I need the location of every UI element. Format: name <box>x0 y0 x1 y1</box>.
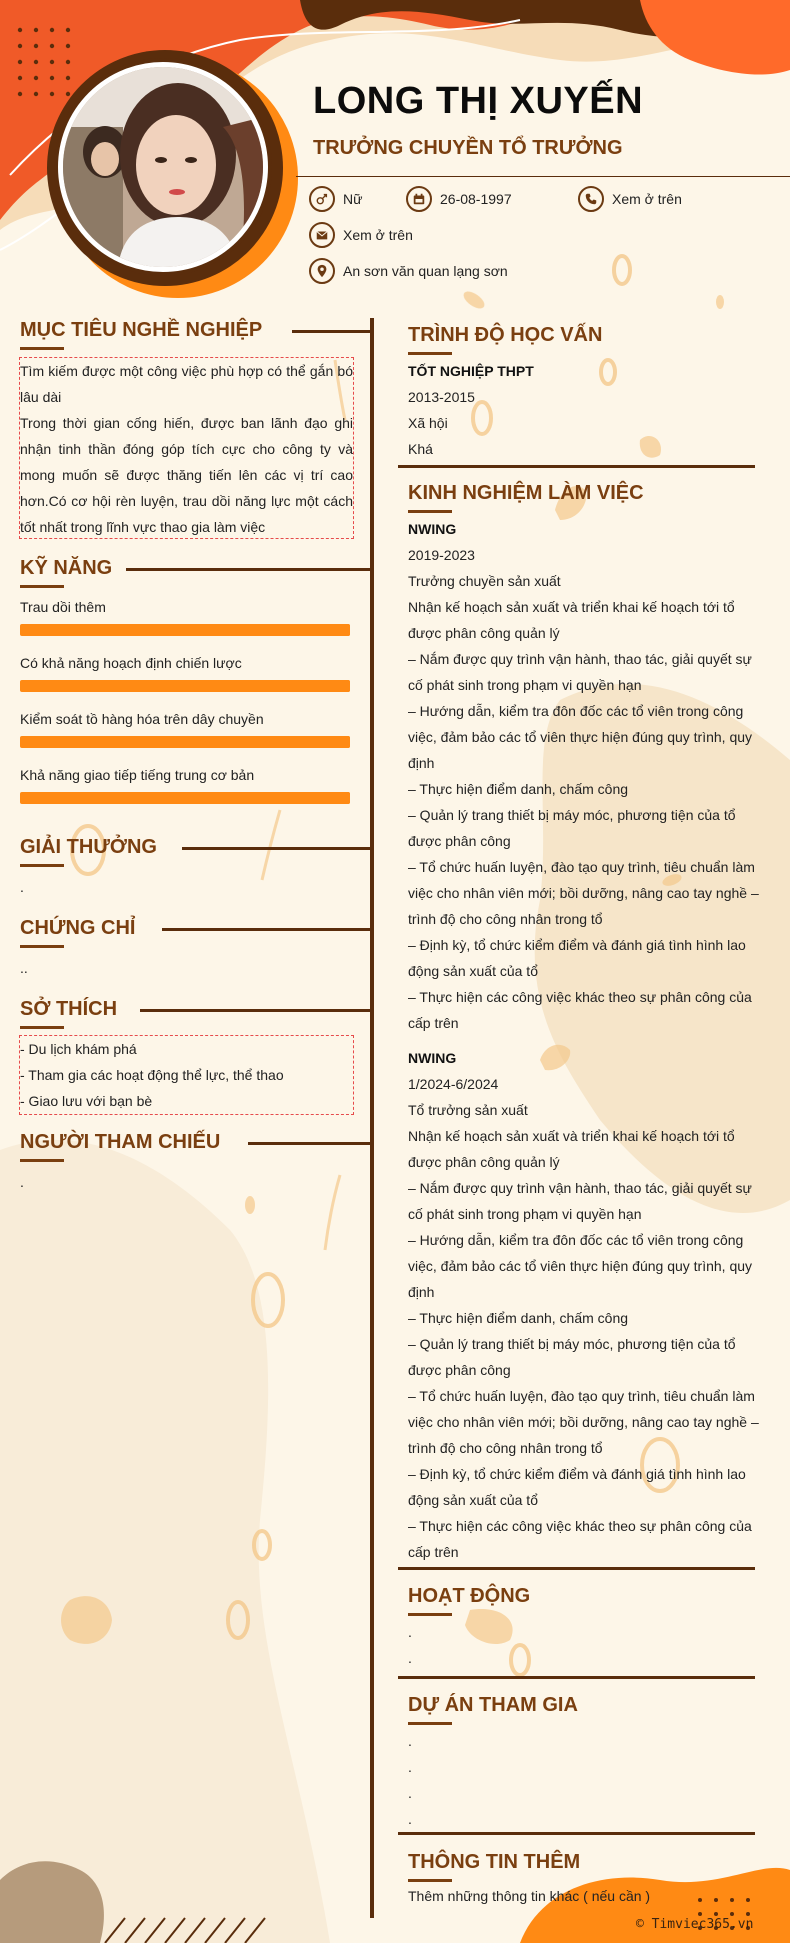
hobbies-underline <box>20 1026 64 1029</box>
objective-line-1: Tìm kiếm được một công việc phù hợp có thể gắn bó lâu dài <box>20 363 353 405</box>
location-pin-icon <box>309 258 335 284</box>
job-description-line: việc cho nhân viên mới; bồi dưỡng, nâng cao tay nghề – <box>408 1414 759 1430</box>
additional-underline <box>408 1879 452 1882</box>
job-description-line: – Tổ chức huấn luyện, đào tạo quy trình, tiêu chuẩn làm <box>408 859 755 875</box>
gender-value: Nữ <box>343 191 363 207</box>
job-position: Tổ trưởng sản xuất <box>408 1102 528 1118</box>
hobby-item: - Du lịch khám phá <box>20 1041 137 1057</box>
education-major: Xã hội <box>408 415 448 431</box>
projects-title: DỰ ÁN THAM GIA <box>408 1694 578 1716</box>
certificates-underline <box>20 945 64 948</box>
job-description-line: việc cho nhân viên mới; bồi dưỡng, nâng cao tay nghề – <box>408 885 759 901</box>
job-description-line: – Thực hiện điểm danh, chấm công <box>408 781 629 797</box>
project-line: . <box>408 1811 412 1827</box>
education-underline <box>408 352 452 355</box>
job-period: 2019-2023 <box>408 547 475 563</box>
skills-title-rule <box>126 568 372 571</box>
job-description-line: được phân công <box>408 833 511 849</box>
job-description-line: – Định kỳ, tổ chức kiểm điểm và đánh giá tình hình lao <box>408 937 746 953</box>
awards-title-rule <box>182 847 372 850</box>
objective-title: MỤC TIÊU NGHỀ NGHIỆP <box>20 319 263 341</box>
skill-name: Khả năng giao tiếp tiếng trung cơ bản <box>20 767 255 783</box>
job-description-line: được phân công <box>408 1362 511 1378</box>
job-description-line: cố phát sinh trong phạm vi quyền hạn <box>408 677 642 693</box>
job-description <box>408 1123 765 1565</box>
skill-bar-fill <box>20 624 350 636</box>
job-description-line: trình độ cho công nhân trong tổ <box>408 1440 603 1456</box>
gender-info <box>309 186 362 212</box>
additional-title: THÔNG TIN THÊM <box>408 1851 581 1873</box>
education-title: TRÌNH ĐỘ HỌC VẤN <box>408 324 603 346</box>
hobbies-title: SỞ THÍCH <box>20 998 118 1020</box>
certificates-content: .. <box>20 960 28 976</box>
projects-separator <box>398 1832 755 1835</box>
certificates-title-rule <box>162 928 372 931</box>
activity-line: . <box>408 1624 412 1640</box>
email-value: Xem ở trên <box>343 227 413 243</box>
activities-title: HOẠT ĐỘNG <box>408 1585 531 1607</box>
job-description-line: – Định kỳ, tổ chức kiểm điểm và đánh giá tình hình lao <box>408 1466 746 1482</box>
activities-separator <box>398 1676 755 1679</box>
skill-bar-fill <box>20 680 350 692</box>
phone-info <box>578 186 682 212</box>
skill-bar-fill <box>20 792 350 804</box>
skill-bar <box>20 680 350 692</box>
job-description-line: định <box>408 1284 435 1300</box>
calendar-icon <box>406 186 432 212</box>
job-description-line: – Quản lý trang thiết bị máy móc, phương tiện của tổ <box>408 1336 736 1352</box>
skill-bar <box>20 792 350 804</box>
experience-underline <box>408 510 452 513</box>
skill-name: Trau dồi thêm <box>20 599 106 615</box>
hobby-item: - Tham gia các hoạt động thể lực, thể thao <box>20 1067 284 1083</box>
job-description-line: cấp trên <box>408 1544 459 1560</box>
gender-icon <box>309 186 335 212</box>
job-description <box>408 594 765 1036</box>
email-info <box>309 222 413 248</box>
skills-underline <box>20 585 64 588</box>
skill-name: Có khả năng hoạch định chiến lược <box>20 655 242 671</box>
projects-underline <box>408 1722 452 1725</box>
project-line: . <box>408 1733 412 1749</box>
job-description-line: – Thực hiện điểm danh, chấm công <box>408 1310 629 1326</box>
job-description-line: cố phát sinh trong phạm vi quyền hạn <box>408 1206 642 1222</box>
job-description-line: – Thực hiện các công việc khác theo sự phân công của <box>408 989 752 1005</box>
job-description-line: động sản xuất của tổ <box>408 1492 538 1508</box>
job-entry <box>408 1045 765 1565</box>
phone-value: Xem ở trên <box>612 191 682 207</box>
header-rule <box>296 176 790 177</box>
education-period: 2013-2015 <box>408 389 475 405</box>
objective-line-2: Trong thời gian cống hiến, được ban lãnh đạo ghi nhận tinh thần đóng góp tích cực cho công ty và mong muốn sẽ được thăng tiến lên các vị trí cao hơn.Có cơ hội rèn luyện, trau dồi năng lực một cách tốt nhất trong lĩnh vực thao gia làm việc <box>20 415 353 535</box>
job-description-line: – Nắm được quy trình vận hành, thao tác, giải quyết sự <box>408 651 752 667</box>
certificates-title: CHỨNG CHỈ <box>20 917 136 939</box>
job-company: NWING <box>408 521 457 537</box>
experience-title: KINH NGHIỆM LÀM VIỆC <box>408 482 644 504</box>
address-info <box>309 258 508 284</box>
job-description-line: định <box>408 755 435 771</box>
activities-underline <box>408 1613 452 1616</box>
job-description-line: trình độ cho công nhân trong tổ <box>408 911 603 927</box>
objective-underline <box>20 347 64 350</box>
job-description-line: Nhận kế hoạch sản xuất và triển khai kế hoạch tới tổ <box>408 1128 735 1144</box>
references-title-rule <box>248 1142 372 1145</box>
job-description-line: được phân công quản lý <box>408 1154 560 1170</box>
education-school: TỐT NGHIỆP THPT <box>408 363 534 379</box>
job-description-line: – Hướng dẫn, kiểm tra đôn đốc các tổ viên trong công <box>408 1232 744 1248</box>
job-description-line: cấp trên <box>408 1015 459 1031</box>
skill-name: Kiểm soát tồ hàng hóa trên dây chuyền <box>20 711 264 727</box>
experience-separator <box>398 1567 755 1570</box>
references-title: NGƯỜI THAM CHIẾU <box>20 1131 221 1153</box>
address-value: An sơn văn quan lạng sơn <box>343 263 508 279</box>
job-title: TRƯỞNG CHUYỀN TỔ TRƯỞNG <box>313 137 623 159</box>
job-description-line: động sản xuất của tổ <box>408 963 538 979</box>
skill-bar <box>20 624 350 636</box>
envelope-icon <box>309 222 335 248</box>
candidate-name: LONG THỊ XUYẾN <box>313 80 644 122</box>
education-grade: Khá <box>408 441 433 457</box>
awards-title: GIẢI THƯỞNG <box>20 836 157 858</box>
education-details <box>408 358 534 462</box>
profile-photo <box>58 62 268 272</box>
job-description-line: – Tổ chức huấn luyện, đào tạo quy trình, tiêu chuẩn làm <box>408 1388 755 1404</box>
job-description-line: việc, đảm bảo các tổ viên thực hiện đúng quy trình, quy <box>408 729 753 745</box>
job-description-line: – Nắm được quy trình vận hành, thao tác, giải quyết sự <box>408 1180 752 1196</box>
hobbies-title-rule <box>140 1009 372 1012</box>
job-description-line: – Hướng dẫn, kiểm tra đôn đốc các tổ viên trong công <box>408 703 744 719</box>
skill-bar <box>20 736 350 748</box>
birthday-value: 26-08-1997 <box>440 191 512 207</box>
job-company: NWING <box>408 1050 457 1066</box>
site-watermark: © Timviec365.vn <box>636 1917 754 1932</box>
skills-title: KỸ NĂNG <box>20 557 113 579</box>
job-period: 1/2024-6/2024 <box>408 1076 499 1092</box>
skill-bar-fill <box>20 736 350 748</box>
objective-text <box>19 357 354 539</box>
hobby-item: - Giao lưu với bạn bè <box>20 1093 153 1109</box>
objective-title-rule <box>292 330 372 333</box>
project-line: . <box>408 1759 412 1775</box>
education-separator <box>398 465 755 468</box>
phone-icon <box>578 186 604 212</box>
column-divider <box>370 318 374 1918</box>
projects-content <box>408 1728 412 1832</box>
additional-content: Thêm những thông tin khác ( nếu cần ) <box>408 1888 651 1904</box>
job-entry <box>408 516 765 1036</box>
references-content: . <box>20 1174 24 1190</box>
job-description-line: được phân công quản lý <box>408 625 560 641</box>
job-position: Trưởng chuyền sản xuất <box>408 573 561 589</box>
awards-underline <box>20 864 64 867</box>
activity-line: . <box>408 1650 412 1666</box>
job-description-line: – Thực hiện các công việc khác theo sự phân công của <box>408 1518 752 1534</box>
awards-content: . <box>20 879 24 895</box>
job-description-line: – Quản lý trang thiết bị máy móc, phương tiện của tổ <box>408 807 736 823</box>
birthday-info <box>406 186 512 212</box>
job-description-line: Nhận kế hoạch sản xuất và triển khai kế hoạch tới tổ <box>408 599 735 615</box>
hobbies-list <box>19 1035 354 1115</box>
references-underline <box>20 1159 64 1162</box>
job-description-line: việc, đảm bảo các tổ viên thực hiện đúng quy trình, quy <box>408 1258 753 1274</box>
project-line: . <box>408 1785 412 1801</box>
activities-content <box>408 1619 412 1671</box>
